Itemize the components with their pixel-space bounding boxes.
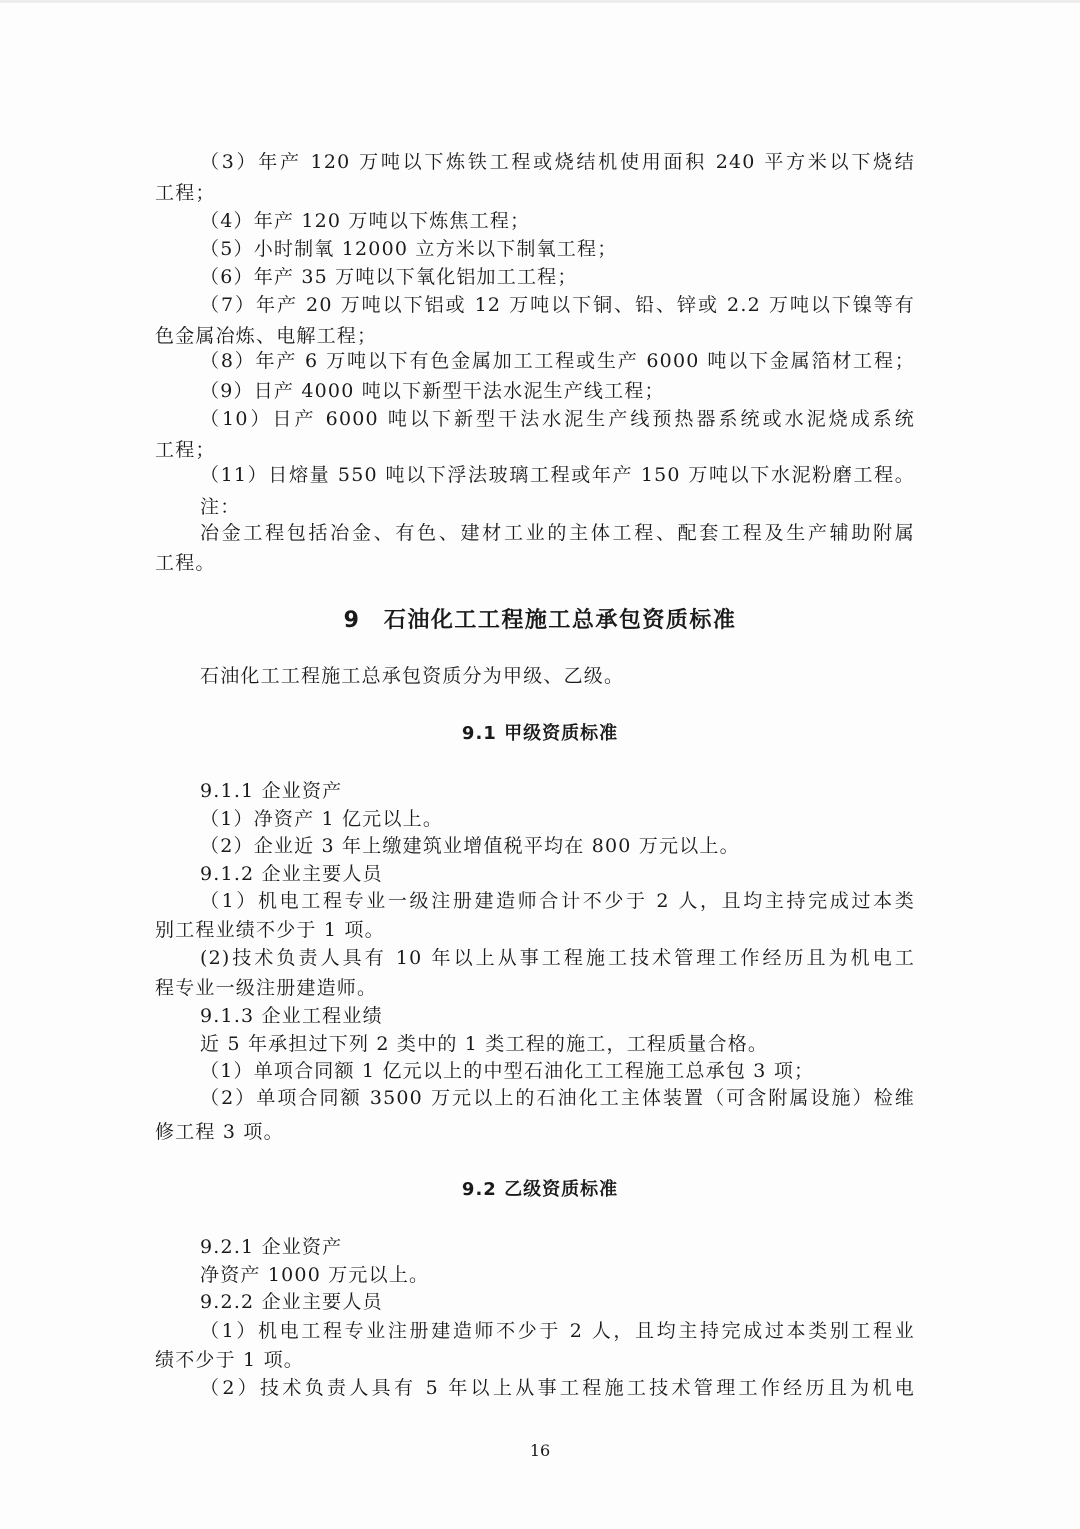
text-line: 工程； (155, 182, 216, 204)
text-line: 近 5 年承担过下列 2 类中的 1 类工程的施工，工程质量合格。 (200, 1033, 769, 1055)
text-line: （6）年产 35 万吨以下氧化铝加工工程； (200, 266, 578, 288)
subsection-title: 9.1 甲级资质标准 (461, 723, 619, 744)
text-line: （1）净资产 1 亿元以上。 (200, 808, 444, 830)
section-title: 9 石油化工工程施工总承包资质标准 (343, 608, 737, 633)
text-line: （8）年产 6 万吨以下有色金属加工工程或生产 6000 吨以下金属箔材工程； (200, 350, 915, 372)
text-line: (2)技术负责人具有 10 年以上从事工程施工技术管理工作经历且为机电工 (200, 947, 915, 969)
text-line: 工程； (155, 439, 216, 461)
clause-heading: 9.2.2 企业主要人员 (200, 1291, 383, 1313)
page-number: 16 (529, 1441, 551, 1460)
text-line: （2）企业近 3 年上缴建筑业增值税平均在 800 万元以上。 (200, 835, 740, 857)
scan-edge (0, 0, 1080, 3)
text-line: 净资产 1000 万元以上。 (200, 1264, 430, 1286)
text-line: 色金属冶炼、电解工程； (155, 325, 378, 347)
text-line: 冶金工程包括冶金、有色、建材工业的主体工程、配套工程及生产辅助附属 (200, 522, 915, 544)
text-line: 工程。 (155, 552, 216, 574)
text-line: 修工程 3 项。 (155, 1121, 284, 1143)
clause-heading: 9.1.2 企业主要人员 (200, 863, 383, 885)
text-line: （7）年产 20 万吨以下铝或 12 万吨以下铜、铅、锌或 2.2 万吨以下镍等有 (200, 294, 915, 316)
text-line: （1）机电工程专业注册建造师不少于 2 人，且均主持完成过本类别工程业 (200, 1320, 915, 1342)
text-line: 程专业一级注册建造师。 (155, 977, 378, 999)
clause-heading: 9.2.1 企业资产 (200, 1236, 343, 1258)
text-line: （2）单项合同额 3500 万元以上的石油化工主体装置（可含附属设施）检维 (200, 1087, 915, 1109)
note-label: 注： (200, 496, 241, 518)
text-line: （5）小时制氧 12000 立方米以下制氧工程； (200, 238, 618, 260)
text-line: （2）技术负责人具有 5 年以上从事工程施工技术管理工作经历且为机电 (200, 1377, 915, 1399)
text-line: 别工程业绩不少于 1 项。 (155, 919, 385, 941)
text-line: （1）机电工程专业一级注册建造师合计不少于 2 人，且均主持完成过本类 (200, 890, 915, 912)
text-line: （3）年产 120 万吨以下炼铁工程或烧结机使用面积 240 平方米以下烧结 (200, 151, 915, 173)
text-line: 绩不少于 1 项。 (155, 1349, 304, 1371)
subsection-title: 9.2 乙级资质标准 (461, 1179, 619, 1200)
text-line: （11）日熔量 550 吨以下浮法玻璃工程或年产 150 万吨以下水泥粉磨工程。 (200, 464, 915, 486)
text-line: （10）日产 6000 吨以下新型干法水泥生产线预热器系统或水泥烧成系统 (200, 408, 915, 430)
clause-heading: 9.1.1 企业资产 (200, 780, 343, 802)
text-line: （1）单项合同额 1 亿元以上的中型石油化工工程施工总承包 3 项； (200, 1060, 815, 1082)
section-intro: 石油化工工程施工总承包资质分为甲级、乙级。 (200, 665, 625, 687)
clause-heading: 9.1.3 企业工程业绩 (200, 1005, 383, 1027)
text-line: （9）日产 4000 吨以下新型干法水泥生产线工程； (200, 380, 665, 402)
text-line: （4）年产 120 万吨以下炼焦工程； (200, 210, 531, 232)
